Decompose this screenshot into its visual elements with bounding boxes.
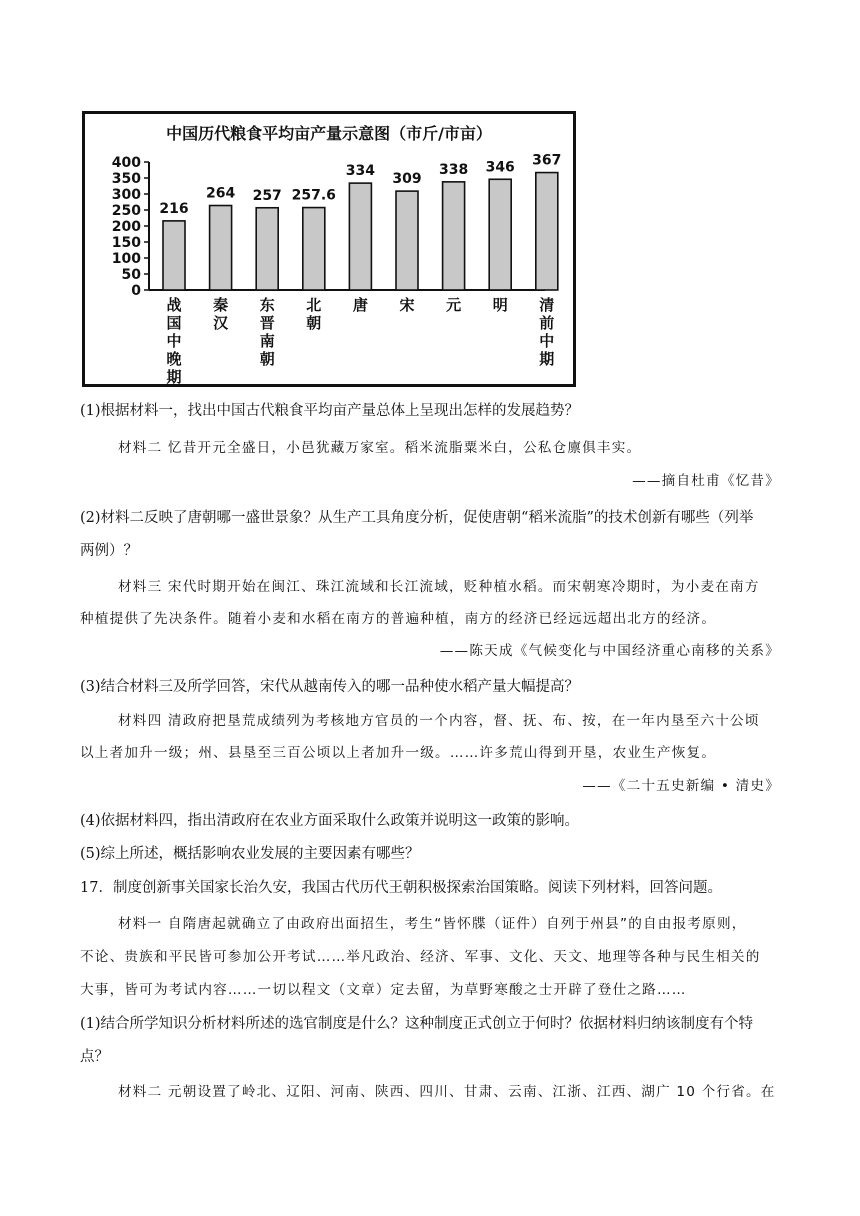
y-tick-label: 250 (111, 203, 141, 219)
question-1: (1)根据材料一，找出中国古代粮食平均亩产量总体上呈现出怎样的发展趋势？ (80, 403, 580, 419)
y-tick-label: 150 (111, 235, 141, 251)
x-tick-label: 唐 (352, 296, 368, 314)
bar (210, 206, 232, 290)
question-2-cont: 两例）？ (80, 543, 138, 559)
bar (489, 179, 511, 290)
bar (256, 208, 278, 290)
y-tick-label: 100 (111, 251, 141, 267)
bar (163, 221, 185, 290)
bar (536, 173, 558, 290)
bar-value-label: 346 (485, 159, 515, 176)
y-tick-label: 200 (111, 219, 141, 235)
x-tick-label: 明 (492, 296, 508, 314)
bar-value-label: 334 (345, 163, 376, 180)
grain-yield-chart (82, 111, 576, 387)
x-tick-label: 宋 (399, 296, 415, 314)
bar-value-label: 257 (252, 187, 282, 204)
question-17-1-cont: 点？ (80, 1049, 109, 1065)
material-2-yuan: 材料二 元朝设置了岭北、辽阳、河南、陕西、四川、甘肃、云南、江浙、江西、湖广 10 个行省。在 (118, 1084, 776, 1100)
bar-value-label: 257.6 (291, 187, 336, 204)
source-citation: ——陈天成《气候变化与中国经济重心南移的关系》 (439, 643, 780, 659)
bar-value-label: 309 (392, 171, 422, 188)
x-tick-label: 东晋南朝 (259, 296, 275, 368)
y-tick-label: 300 (111, 187, 141, 203)
source-citation: ——摘自杜甫《忆昔》 (632, 473, 780, 489)
source-citation: ——《二十五史新编 • 清史》 (582, 778, 780, 794)
bar-value-label: 264 (205, 185, 236, 202)
bar-value-label: 338 (438, 161, 469, 178)
x-tick-label: 元 (446, 296, 462, 314)
bar (349, 183, 371, 290)
material-3-cont: 种植提供了先决条件。随着小麦和水稻在南方的普遍种植，南方的经济已经远远超出北方的经济。 (80, 611, 717, 627)
material-4-cont: 以上者加升一级；州、县垦至三百公顷以上者加升一级。……许多荒山得到开垦，农业生产恢复。 (80, 745, 717, 761)
bar-value-label: 367 (532, 152, 562, 169)
material-1-cont: 大事，皆可为考试内容……一切以程文（文章）定去留，为草野寒酸之士开辟了登仕之路…… (80, 982, 687, 998)
y-tick-label: 400 (111, 155, 141, 171)
question-3: (3)结合材料三及所学回答，宋代从越南传入的哪一品种使水稻产量大幅提高？ (80, 679, 580, 695)
material-3: 材料三 宋代时期开始在闽江、珠江流域和长江流域，贬种植水稻。而宋朝寒冷期时，为小麦在南方 (118, 579, 760, 595)
question-17: 17．制度创新事关国家长治久安，我国古代历代王朝积极探索治国策略。阅读下列材料，回答问题。 (80, 880, 722, 896)
chart-title: 中国历代粮食平均亩产量示意图（市斤/市亩） (166, 124, 492, 143)
x-tick-label: 清前中期 (539, 296, 555, 368)
bar-value-label: 216 (159, 200, 189, 217)
material-4: 材料四 清政府把垦荒成绩列为考核地方官员的一个内容，督、抚、布、按，在一年内垦至六十公顷 (118, 713, 760, 729)
y-tick-label: 0 (131, 283, 141, 299)
material-1-cont: 不论、贵族和平民皆可参加公开考试……举凡政治、经济、军事、文化、天文、地理等各种与民生相关的 (80, 949, 761, 965)
x-tick-label: 北朝 (306, 296, 322, 332)
question-17-1: (1)结合所学知识分析材料所述的选官制度是什么？这种制度正式创立于何时？依据材料归纳该制度有个特 (80, 1016, 754, 1032)
x-tick-label: 战国中晚期 (166, 296, 182, 384)
question-5: (5)综上所述，概括影响农业发展的主要因素有哪些？ (80, 846, 420, 862)
bar (443, 182, 465, 290)
chart-canvas (85, 114, 573, 384)
y-tick-label: 50 (121, 267, 141, 283)
question-2: (2)材料二反映了唐朝哪一盛世景象？从生产工具角度分析，促使唐朝“稻米流脂”的技术创新有哪些（列举 (80, 510, 754, 526)
material-1: 材料一 自隋唐起就确立了由政府出面招生，考生“皆怀牒（证件）自列于州县”的自由报考原则， (118, 916, 747, 932)
y-tick-label: 350 (111, 171, 141, 187)
x-tick-label: 秦汉 (213, 296, 229, 332)
question-4: (4)依据材料四，指出清政府在农业方面采取什么政策并说明这一政策的影响。 (80, 813, 580, 829)
material-2: 材料二 忆昔开元全盛日，小邑犹藏万家室。稻米流脂粟米白，公私仓廪俱丰实。 (118, 440, 642, 456)
bar (303, 208, 325, 290)
bar (396, 191, 418, 290)
